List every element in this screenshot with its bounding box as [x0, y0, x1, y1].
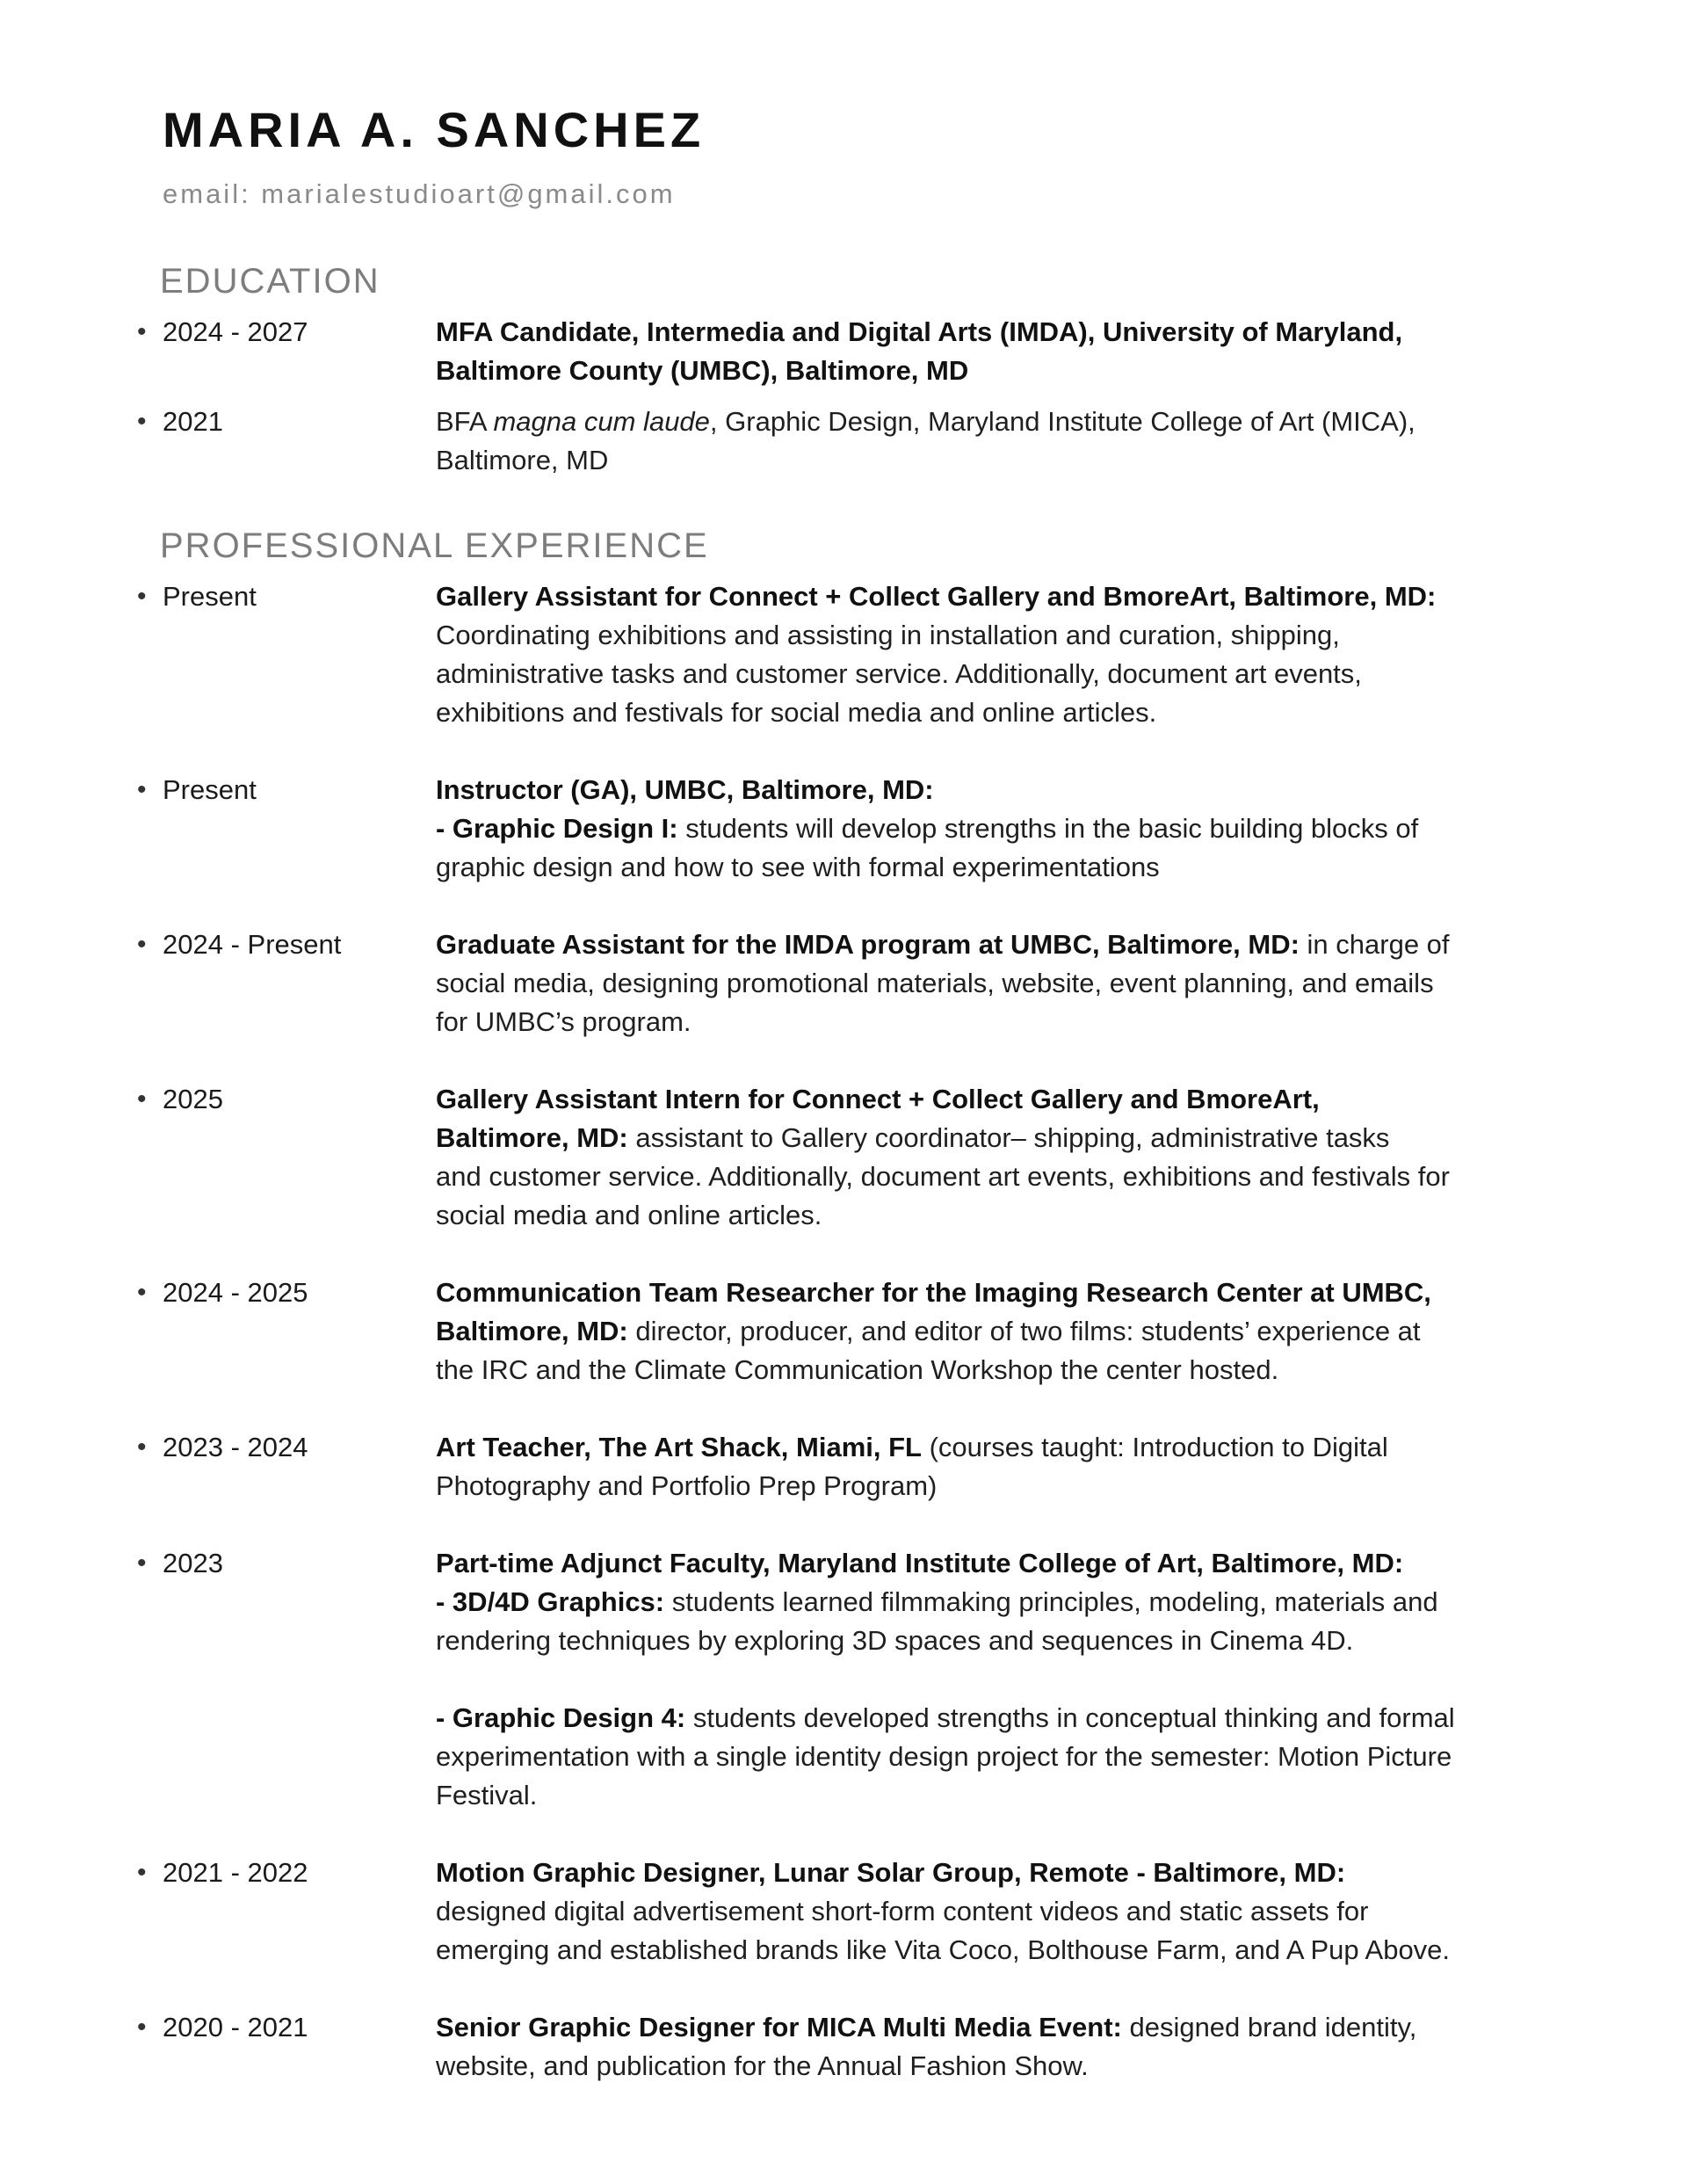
- entry-heading: Gallery Assistant Intern for Connect + Collect Gallery and BmoreArt, Baltimore, MD:: [436, 1084, 1320, 1153]
- bullet: •: [137, 1433, 147, 1462]
- entry-body: [436, 925, 1455, 1041]
- entry-text: assistant to Gallery coordinator– shipping, administrative tasks: [627, 1122, 1390, 1153]
- experience-entry: [0, 1854, 1687, 1970]
- entry-body: [436, 313, 1455, 390]
- entry-body: [436, 1273, 1455, 1389]
- entry-text: designed digital advertisement short-form content videos and static assets for emerging and established brands like Vita Coco, Bolthouse Farm, and A Pup Above.: [436, 1896, 1451, 1965]
- entry-date: 2023: [163, 1548, 223, 1578]
- entry-heading: Gallery Assistant for Connect + Collect Gallery and BmoreArt, Baltimore, MD:: [436, 581, 1437, 612]
- entry-date: 2025: [163, 1084, 223, 1114]
- entry-heading: Art Teacher, The Art Shack, Miami, FL: [436, 1432, 922, 1462]
- entry-date: 2021: [163, 406, 223, 437]
- entry-date: Present: [163, 774, 257, 805]
- education-list: [0, 313, 1687, 480]
- entry-body: [436, 771, 1455, 887]
- entry-text: Coordinating exhibitions and assisting in installation and curation, shipping, administrative tasks and customer service. Additionally, document art events, exhibitions and festivals for social media and online articles.: [436, 620, 1362, 728]
- entry-text: and customer service. Additionally, document art events, exhibitions and festivals for social media and online articles.: [436, 1161, 1450, 1230]
- bullet: •: [137, 1278, 147, 1307]
- entry-text: designed brand identity, website, and publication for the Annual Fashion Show.: [436, 2012, 1417, 2081]
- entry-heading: Senior Graphic Designer for MICA Multi Media Event:: [436, 2012, 1122, 2043]
- entry-heading: Instructor (GA), UMBC, Baltimore, MD:: [436, 774, 934, 805]
- experience-list: [0, 577, 1687, 2086]
- experience-entry: [0, 577, 1687, 732]
- education-entry: [0, 403, 1687, 480]
- course-name: - Graphic Design 4:: [436, 1702, 686, 1733]
- entry-body: [436, 1544, 1455, 1815]
- entry-date: 2024 - Present: [163, 929, 342, 960]
- course-name: - 3D/4D Graphics:: [436, 1586, 665, 1617]
- contact-email: email: marialestudioart@gmail.com: [163, 178, 676, 209]
- entry-text: (courses taught: Introduction to Digital Photography and Portfolio Prep Program): [436, 1432, 1388, 1501]
- applicant-name: MARIA A. SANCHEZ: [163, 102, 706, 157]
- section-title-education: EDUCATION: [160, 262, 380, 301]
- bullet: •: [137, 2013, 147, 2042]
- entry-text: , Graphic Design, Maryland Institute College of Art (MICA), Baltimore, MD: [436, 406, 1415, 475]
- course-name: - Graphic Design I:: [436, 813, 678, 844]
- entry-body: [436, 1428, 1455, 1506]
- entry-date: 2024 - 2025: [163, 1277, 308, 1308]
- experience-entry: [0, 2008, 1687, 2086]
- entry-body: [436, 1080, 1455, 1235]
- entry-heading: Communication Team Researcher for the Imaging Research Center at UMBC, Baltimore, MD:: [436, 1277, 1431, 1346]
- entry-heading: MFA Candidate, Intermedia and Digital Arts (IMDA), University of Maryland, Baltimore County (UMBC), Baltimore, MD: [436, 316, 1403, 386]
- experience-entry: [0, 925, 1687, 1041]
- bullet: •: [137, 582, 147, 611]
- bullet: •: [137, 1858, 147, 1887]
- entry-body: [436, 403, 1455, 480]
- bullet: •: [137, 930, 147, 959]
- entry-date: 2021 - 2022: [163, 1857, 308, 1888]
- section-title-experience: PROFESSIONAL EXPERIENCE: [160, 526, 709, 565]
- entry-heading: Part-time Adjunct Faculty, Maryland Institute College of Art, Baltimore, MD:: [436, 1548, 1404, 1578]
- bullet: •: [137, 1549, 147, 1578]
- entry-body: [436, 2008, 1455, 2086]
- experience-entry: [0, 1273, 1687, 1389]
- entry-text: students learned filmmaking principles, modeling, materials and rendering techniques by exploring 3D spaces and sequences in Cinema 4D.: [436, 1586, 1438, 1656]
- experience-entry: [0, 1544, 1687, 1815]
- entry-text: director, producer, and editor of two films: students’ experience at the IRC and the Climate Communication Workshop the center hosted.: [436, 1316, 1421, 1385]
- entry-text: BFA: [436, 406, 494, 437]
- entry-text: students developed strengths in conceptual thinking and formal experimentation with a single identity design project for the semester: Motion Picture Festival.: [436, 1702, 1455, 1810]
- experience-entry: [0, 1080, 1687, 1235]
- entry-text: students will develop strengths in the basic building blocks of graphic design and how to see with formal experimentations: [436, 813, 1419, 882]
- bullet: •: [137, 407, 147, 436]
- bullet: •: [137, 1085, 147, 1114]
- entry-date: 2023 - 2024: [163, 1432, 308, 1462]
- education-entry: [0, 313, 1687, 390]
- entry-honors: magna cum laude: [493, 406, 710, 437]
- bullet: •: [137, 775, 147, 804]
- entry-text: in charge of social media, designing promotional materials, website, event planning, and emails for UMBC’s program.: [436, 929, 1450, 1037]
- entry-heading: Graduate Assistant for the IMDA program at UMBC, Baltimore, MD:: [436, 929, 1300, 960]
- entry-heading: Motion Graphic Designer, Lunar Solar Group, Remote - Baltimore, MD:: [436, 1857, 1346, 1888]
- entry-body: [436, 577, 1455, 732]
- entry-date: Present: [163, 581, 257, 612]
- entry-date: 2020 - 2021: [163, 2012, 308, 2043]
- bullet: •: [137, 317, 147, 346]
- experience-entry: [0, 1428, 1687, 1506]
- experience-entry: [0, 771, 1687, 887]
- entry-body: [436, 1854, 1455, 1970]
- entry-date: 2024 - 2027: [163, 316, 308, 347]
